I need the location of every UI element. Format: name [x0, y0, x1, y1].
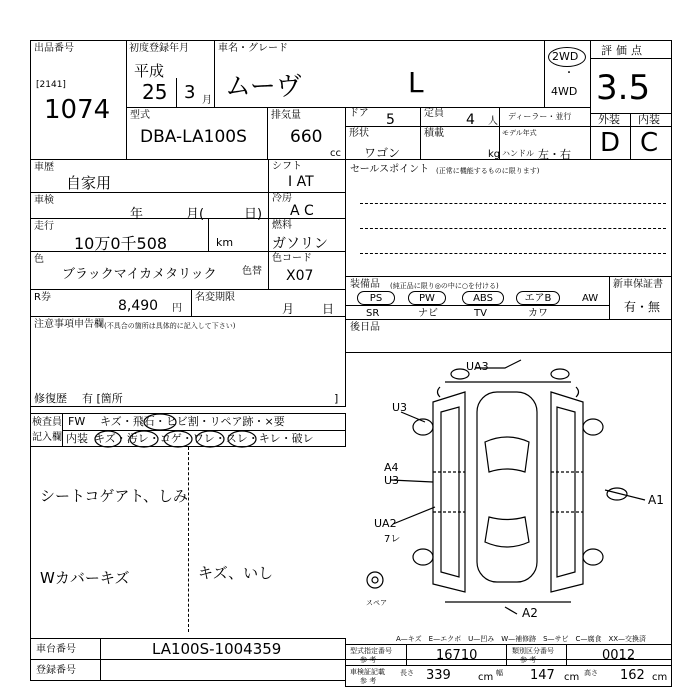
drive-2wd: 2WD	[552, 50, 579, 63]
chassis-label: 車台番号	[36, 644, 76, 655]
shift-value: I AT	[288, 174, 314, 190]
notes-area-divider	[188, 447, 190, 632]
steering-label: ハンドル	[502, 149, 534, 158]
dims-sub: 参 考	[360, 677, 377, 685]
sales-point-line1	[360, 203, 666, 204]
repair-close: ]	[334, 392, 339, 405]
type-designation-value: 16710	[436, 648, 478, 663]
lot-tag: [2141]	[36, 80, 66, 90]
damage-diagram	[345, 352, 672, 632]
chassis-value: LA100S-1004359	[152, 640, 282, 658]
dims-length-label: 長さ	[400, 669, 414, 677]
diagram-a2: A2	[522, 606, 538, 620]
color-code-label: 色コード	[272, 253, 312, 264]
equip-aw: AW	[582, 293, 599, 304]
equip-sr: SR	[366, 308, 380, 319]
first-reg-divider	[176, 78, 177, 108]
score-int-label: 内装	[638, 113, 660, 126]
sales-point-line2	[360, 228, 666, 229]
inspection-day: 日)	[244, 207, 263, 222]
dims-height: 162	[620, 668, 645, 683]
equip-ps: PS	[357, 291, 395, 305]
capacity-value: 4	[466, 112, 475, 128]
handwritten-note2: Wカバーキズ	[40, 569, 130, 587]
diagram-ua3-top: UA3	[466, 360, 489, 373]
load-label: 積載	[424, 128, 444, 139]
registration-label: 登録番号	[36, 665, 76, 676]
first-reg-month: 3	[184, 82, 196, 103]
category-sub: 参 考	[520, 656, 537, 664]
equip-leather: カワ	[528, 308, 548, 319]
type-designation-label: 型式指定番号	[350, 647, 392, 655]
inspector-label1: 検査員	[32, 417, 62, 428]
dealer-label: ディーラー・並行	[508, 112, 572, 121]
inspection-year: 年	[130, 207, 144, 222]
equip-pw: PW	[408, 291, 446, 305]
score-sub-line2	[590, 126, 672, 127]
car-grade: L	[408, 66, 424, 99]
dims-label: 車検証記載	[350, 668, 385, 676]
first-reg-label: 初度登録年月	[129, 43, 189, 54]
mileage-value: 10万0千508	[74, 234, 168, 253]
warranty-label: 新車保証書	[613, 279, 663, 290]
drive-dot: ・	[564, 68, 574, 79]
score-value: 3.5	[596, 68, 651, 108]
inspection-label: 車検	[34, 195, 54, 206]
name-change-month: 月	[282, 302, 295, 316]
displacement-value: 660	[290, 127, 323, 147]
diagram-u3: U3	[392, 401, 408, 414]
recycle-unit: 円	[172, 303, 182, 314]
diagram-a4: A4	[384, 461, 399, 474]
load-unit: kg	[488, 149, 501, 160]
fuel-label: 燃料	[272, 220, 292, 231]
dims-length: 339	[426, 668, 451, 683]
mileage-label: 走行	[34, 221, 54, 232]
warranty-value: 有・無	[624, 300, 661, 314]
model-value: DBA-LA100S	[140, 127, 247, 147]
diagram-ua2: UA2	[374, 517, 397, 530]
equip-tv: TV	[474, 308, 487, 319]
aircon-label: 冷房	[272, 193, 292, 204]
doors-label: ドア	[349, 108, 369, 119]
equip-navi: ナビ	[418, 308, 438, 319]
category-value: 0012	[602, 648, 636, 663]
equipment-divider	[345, 305, 610, 306]
score-ext-value: D	[600, 128, 621, 158]
shape-label: 形状	[349, 128, 369, 139]
recycle-box	[30, 289, 192, 317]
diagram-u3b: U3	[384, 474, 400, 487]
handwritten-note1: シートコゲアト、しみ	[40, 487, 189, 505]
inspection-box	[30, 192, 269, 219]
equip-abs: ABS	[462, 291, 504, 305]
type-designation-sub: 参 考	[360, 656, 377, 664]
capacity-label: 定員	[424, 108, 444, 119]
doors-value: 5	[386, 112, 395, 128]
equip-airbag: エアB	[516, 291, 560, 305]
inspector-row1-label: FW	[68, 415, 86, 428]
inspection-month: 月(	[186, 207, 205, 222]
score-ext-label: 外装	[598, 113, 620, 126]
inspector-circles	[60, 410, 350, 450]
mileage-divider	[208, 218, 209, 252]
dims-height-label: 高さ	[584, 669, 598, 677]
lot-number: 1074	[44, 95, 111, 125]
recycle-label: R券	[34, 292, 51, 303]
steering-value: 左・右	[538, 148, 571, 161]
dims-width: 147	[530, 668, 555, 683]
fuel-value: ガソリン	[272, 236, 328, 252]
dims-width-label: 幅	[496, 669, 503, 677]
inspector-row1: キズ・飛石・ヒビ割・リペア跡・×要	[100, 415, 285, 428]
registration-box	[30, 659, 346, 681]
sales-point-line3	[360, 253, 666, 254]
color-code-value: X07	[286, 268, 314, 284]
inspector-row2-label: 内装	[66, 432, 88, 445]
later-input-box	[345, 319, 672, 353]
first-reg-year: 25	[142, 80, 168, 104]
remarks-label: 注意事項申告欄	[34, 319, 104, 330]
category-label: 類別区分番号	[512, 647, 554, 655]
diagram-legend: A—キズ E—エクボ U—凹み W—補修跡 S—サビ C—腐食 XX—交換済	[396, 635, 647, 643]
shape-value: ワゴン	[364, 146, 401, 160]
color-label: 色	[34, 254, 44, 265]
color-change-label: 色替	[242, 266, 262, 277]
displacement-label: 排気量	[271, 110, 301, 121]
history-label: 車歴	[34, 162, 54, 173]
score-sub-divider	[630, 113, 631, 160]
handwritten-note3: キズ、いし	[198, 564, 274, 582]
repair-value: 有 [箇所	[82, 392, 123, 405]
car-name: ムーヴ	[225, 72, 302, 102]
drive-4wd: 4WD	[551, 85, 578, 98]
score-header-line	[590, 58, 672, 59]
first-reg-month-unit: 月	[202, 95, 212, 106]
diagram-spare: スペア	[366, 599, 387, 607]
first-reg-era: 平成	[134, 62, 165, 80]
steering-model-label: モデル年式	[502, 129, 537, 137]
history-value: 自家用	[66, 174, 112, 192]
aircon-value: A C	[290, 203, 314, 219]
dims-width-unit: cm	[564, 672, 580, 683]
dims-length-unit: cm	[478, 672, 494, 683]
capacity-unit: 人	[488, 116, 498, 127]
later-input-label: 後日品	[350, 322, 380, 333]
dims-height-unit: cm	[652, 672, 668, 683]
diagram-ua2b: 7レ	[384, 534, 401, 545]
shift-label: シフト	[272, 161, 302, 172]
name-change-day: 日	[322, 302, 335, 316]
diagram-a1: A1	[648, 493, 664, 507]
sales-point-label: セールスポイント	[350, 164, 430, 175]
sales-point-note: (正常に機能するものに限ります)	[436, 167, 540, 175]
score-label: 評価点	[601, 44, 646, 57]
inspector-row2: キズ・汚レ・コゲ・ワレ・スレ・キレ・破レ	[94, 432, 314, 445]
remarks-note: (不具合の箇所は具体的に記入して下さい)	[104, 322, 236, 330]
type-designation-divider	[406, 644, 407, 666]
lot-label: 出品番号	[34, 43, 74, 54]
recycle-value: 8,490	[118, 298, 159, 314]
car-name-label: 車名・グレード	[218, 43, 288, 54]
name-change-label: 名変期限	[195, 292, 235, 303]
color-value: ブラックマイカメタリック	[62, 267, 217, 282]
equipment-label: 装備品	[350, 279, 380, 290]
model-label: 型式	[130, 110, 150, 121]
equipment-note: (純正品に限り◎の中に○を付ける)	[390, 282, 499, 290]
displacement-unit: cc	[330, 148, 341, 159]
mileage-unit: km	[216, 236, 234, 249]
category-divider	[566, 644, 567, 666]
inspector-label2: 記入欄	[32, 432, 62, 443]
score-int-value: C	[640, 128, 659, 158]
repair-label: 修復歴	[34, 392, 67, 405]
